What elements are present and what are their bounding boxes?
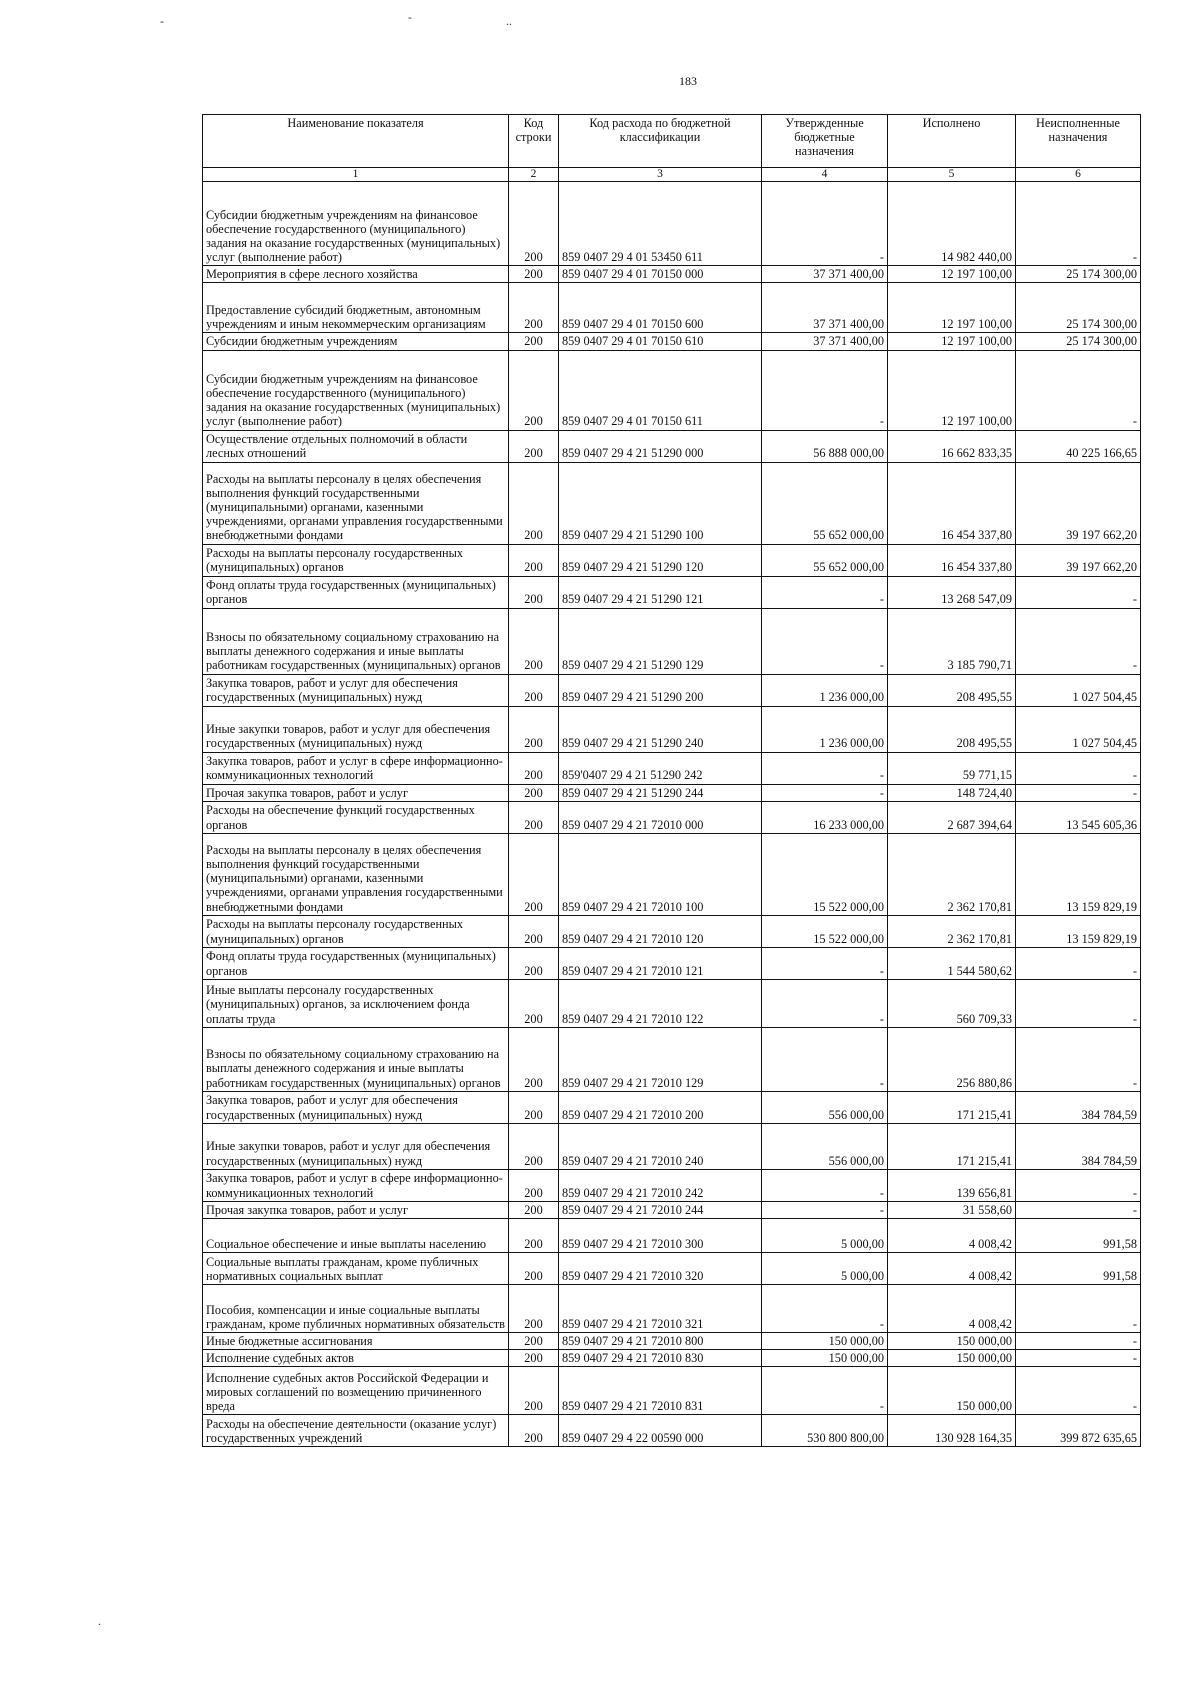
unexecuted-amount-cell: - xyxy=(1016,1201,1141,1218)
scan-speck: - xyxy=(408,10,412,24)
budget-class-code-cell: 859 0407 29 4 21 72010 300 xyxy=(559,1218,762,1252)
budget-class-code-cell: 859 0407 29 4 21 51290 120 xyxy=(559,544,762,576)
header-approved: Утвержденные бюджетные назначения xyxy=(762,115,888,168)
budget-class-code-cell: 859 0407 29 4 21 72010 122 xyxy=(559,979,762,1027)
budget-class-code-cell: 859 0407 29 4 21 51290 244 xyxy=(559,784,762,801)
unexecuted-amount-cell: - xyxy=(1016,947,1141,979)
unexecuted-amount-cell: 25 174 300,00 xyxy=(1016,266,1141,283)
executed-amount-cell: 1 544 580,62 xyxy=(888,947,1016,979)
executed-amount-cell: 2 687 394,64 xyxy=(888,801,1016,833)
line-code-cell: 200 xyxy=(509,833,559,915)
executed-amount-cell: 14 982 440,00 xyxy=(888,182,1016,266)
budget-class-code-cell: 859 0407 29 4 21 72010 200 xyxy=(559,1091,762,1123)
unexecuted-amount-cell: - xyxy=(1016,1169,1141,1201)
indicator-name-cell: Субсидии бюджетным учреждениям на финансовое обеспечение государственного (муниципального) задания на оказание государственных (муниципальных) услуг (выполнение работ) xyxy=(203,182,509,266)
column-number: 6 xyxy=(1016,168,1141,182)
budget-class-code-cell: 859 0407 29 4 21 51290 000 xyxy=(559,430,762,462)
unexecuted-amount-cell: - xyxy=(1016,1284,1141,1332)
line-code-cell: 200 xyxy=(509,1091,559,1123)
approved-amount-cell: 556 000,00 xyxy=(762,1123,888,1169)
column-number: 5 xyxy=(888,168,1016,182)
line-code-cell: 200 xyxy=(509,1349,559,1366)
line-code-cell: 200 xyxy=(509,915,559,947)
unexecuted-amount-cell: 1 027 504,45 xyxy=(1016,706,1141,752)
budget-class-code-cell: 859 0407 29 4 01 70150 611 xyxy=(559,350,762,430)
indicator-name-cell: Взносы по обязательному социальному страхованию на выплаты денежного содержания и иные выплаты работникам государственных (муниципальных) органов xyxy=(203,1027,509,1091)
unexecuted-amount-cell: 25 174 300,00 xyxy=(1016,283,1141,333)
approved-amount-cell: - xyxy=(762,576,888,608)
table-row xyxy=(203,1169,1141,1201)
unexecuted-amount-cell: - xyxy=(1016,608,1141,674)
budget-class-code-cell: 859 0407 29 4 22 00590 000 xyxy=(559,1415,762,1447)
executed-amount-cell: 16 454 337,80 xyxy=(888,544,1016,576)
executed-amount-cell: 12 197 100,00 xyxy=(888,333,1016,350)
table-row xyxy=(203,1284,1141,1332)
executed-amount-cell: 59 771,15 xyxy=(888,752,1016,784)
line-code-cell: 200 xyxy=(509,266,559,283)
table-row xyxy=(203,350,1141,430)
indicator-name-cell: Субсидии бюджетным учреждениям xyxy=(203,333,509,350)
unexecuted-amount-cell: 384 784,59 xyxy=(1016,1123,1141,1169)
table-row xyxy=(203,947,1141,979)
approved-amount-cell: 150 000,00 xyxy=(762,1349,888,1366)
approved-amount-cell: 37 371 400,00 xyxy=(762,283,888,333)
approved-amount-cell: - xyxy=(762,947,888,979)
line-code-cell: 200 xyxy=(509,1367,559,1415)
line-code-cell: 200 xyxy=(509,1284,559,1332)
line-code-cell: 200 xyxy=(509,576,559,608)
indicator-name-cell: Социальное обеспечение и иные выплаты населению xyxy=(203,1218,509,1252)
budget-class-code-cell: 859 0407 29 4 21 72010 000 xyxy=(559,801,762,833)
approved-amount-cell: 16 233 000,00 xyxy=(762,801,888,833)
budget-class-code-cell: 859 0407 29 4 21 51290 100 xyxy=(559,462,762,544)
executed-amount-cell: 150 000,00 xyxy=(888,1349,1016,1366)
executed-amount-cell: 560 709,33 xyxy=(888,979,1016,1027)
header-executed: Исполнено xyxy=(888,115,1016,168)
indicator-name-cell: Взносы по обязательному социальному страхованию на выплаты денежного содержания и иные выплаты работникам государственных (муниципальных) органов xyxy=(203,608,509,674)
unexecuted-amount-cell: 25 174 300,00 xyxy=(1016,333,1141,350)
executed-amount-cell: 130 928 164,35 xyxy=(888,1415,1016,1447)
budget-class-code-cell: 859 0407 29 4 01 70150 610 xyxy=(559,333,762,350)
unexecuted-amount-cell: 39 197 662,20 xyxy=(1016,544,1141,576)
table-row xyxy=(203,1367,1141,1415)
budget-class-code-cell: 859 0407 29 4 21 72010 320 xyxy=(559,1252,762,1284)
indicator-name-cell: Исполнение судебных актов xyxy=(203,1349,509,1366)
approved-amount-cell: 5 000,00 xyxy=(762,1218,888,1252)
indicator-name-cell: Мероприятия в сфере лесного хозяйства xyxy=(203,266,509,283)
approved-amount-cell: 5 000,00 xyxy=(762,1252,888,1284)
table-body xyxy=(203,182,1141,1447)
page-number: 183 xyxy=(679,74,697,88)
column-number: 4 xyxy=(762,168,888,182)
table-row xyxy=(203,801,1141,833)
executed-amount-cell: 256 880,86 xyxy=(888,1027,1016,1091)
indicator-name-cell: Иные бюджетные ассигнования xyxy=(203,1332,509,1349)
approved-amount-cell: 56 888 000,00 xyxy=(762,430,888,462)
column-number: 2 xyxy=(509,168,559,182)
table-row xyxy=(203,674,1141,706)
line-code-cell: 200 xyxy=(509,1415,559,1447)
indicator-name-cell: Расходы на выплаты персоналу государственных (муниципальных) органов xyxy=(203,544,509,576)
table-row xyxy=(203,833,1141,915)
table-row xyxy=(203,182,1141,266)
budget-class-code-cell: 859 0407 29 4 01 53450 611 xyxy=(559,182,762,266)
executed-amount-cell: 148 724,40 xyxy=(888,784,1016,801)
executed-amount-cell: 171 215,41 xyxy=(888,1091,1016,1123)
unexecuted-amount-cell: - xyxy=(1016,784,1141,801)
approved-amount-cell: - xyxy=(762,784,888,801)
table-row xyxy=(203,706,1141,752)
indicator-name-cell: Предоставление субсидий бюджетным, автономным учреждениям и иным некоммерческим организациям xyxy=(203,283,509,333)
approved-amount-cell: - xyxy=(762,182,888,266)
line-code-cell: 200 xyxy=(509,752,559,784)
executed-amount-cell: 12 197 100,00 xyxy=(888,350,1016,430)
line-code-cell: 200 xyxy=(509,1169,559,1201)
indicator-name-cell: Фонд оплаты труда государственных (муниципальных) органов xyxy=(203,947,509,979)
approved-amount-cell: 1 236 000,00 xyxy=(762,674,888,706)
table-row xyxy=(203,608,1141,674)
unexecuted-amount-cell: - xyxy=(1016,1367,1141,1415)
unexecuted-amount-cell: 384 784,59 xyxy=(1016,1091,1141,1123)
indicator-name-cell: Закупка товаров, работ и услуг в сфере информационно-коммуникационных технологий xyxy=(203,752,509,784)
table-row xyxy=(203,1201,1141,1218)
approved-amount-cell: 556 000,00 xyxy=(762,1091,888,1123)
line-code-cell: 200 xyxy=(509,1218,559,1252)
indicator-name-cell: Расходы на обеспечение функций государственных органов xyxy=(203,801,509,833)
unexecuted-amount-cell: 40 225 166,65 xyxy=(1016,430,1141,462)
indicator-name-cell: Прочая закупка товаров, работ и услуг xyxy=(203,1201,509,1218)
indicator-name-cell: Расходы на обеспечение деятельности (оказание услуг) государственных учреждений xyxy=(203,1415,509,1447)
indicator-name-cell: Расходы на выплаты персоналу в целях обеспечения выполнения функций государственными (муниципальными) органами, казенными учреждениями, органами управления государственными внебюджетными фондами xyxy=(203,833,509,915)
approved-amount-cell: - xyxy=(762,1201,888,1218)
line-code-cell: 200 xyxy=(509,1252,559,1284)
budget-class-code-cell: 859 0407 29 4 21 51290 121 xyxy=(559,576,762,608)
unexecuted-amount-cell: 39 197 662,20 xyxy=(1016,462,1141,544)
table-row xyxy=(203,1332,1141,1349)
budget-class-code-cell: 859 0407 29 4 01 70150 000 xyxy=(559,266,762,283)
unexecuted-amount-cell: - xyxy=(1016,350,1141,430)
indicator-name-cell: Социальные выплаты гражданам, кроме публичных нормативных социальных выплат xyxy=(203,1252,509,1284)
table-row xyxy=(203,1415,1141,1447)
approved-amount-cell: 37 371 400,00 xyxy=(762,266,888,283)
indicator-name-cell: Иные выплаты персоналу государственных (муниципальных) органов, за исключением фонда оплаты труда xyxy=(203,979,509,1027)
table-row xyxy=(203,283,1141,333)
executed-amount-cell: 150 000,00 xyxy=(888,1332,1016,1349)
table-row xyxy=(203,915,1141,947)
approved-amount-cell: 530 800 800,00 xyxy=(762,1415,888,1447)
unexecuted-amount-cell: - xyxy=(1016,979,1141,1027)
indicator-name-cell: Иные закупки товаров, работ и услуг для обеспечения государственных (муниципальных) нужд xyxy=(203,706,509,752)
approved-amount-cell: 1 236 000,00 xyxy=(762,706,888,752)
budget-class-code-cell: 859'0407 29 4 21 51290 242 xyxy=(559,752,762,784)
line-code-cell: 200 xyxy=(509,1332,559,1349)
budget-class-code-cell: 859 0407 29 4 21 72010 100 xyxy=(559,833,762,915)
unexecuted-amount-cell: 13 545 605,36 xyxy=(1016,801,1141,833)
approved-amount-cell: - xyxy=(762,608,888,674)
column-number: 1 xyxy=(203,168,509,182)
unexecuted-amount-cell: - xyxy=(1016,1349,1141,1366)
scan-speck: - xyxy=(160,14,164,28)
table-row xyxy=(203,266,1141,283)
header-row xyxy=(203,115,1141,168)
indicator-name-cell: Закупка товаров, работ и услуг для обеспечения государственных (муниципальных) нужд xyxy=(203,674,509,706)
budget-class-code-cell: 859 0407 29 4 21 72010 121 xyxy=(559,947,762,979)
approved-amount-cell: - xyxy=(762,752,888,784)
line-code-cell: 200 xyxy=(509,784,559,801)
unexecuted-amount-cell: 1 027 504,45 xyxy=(1016,674,1141,706)
executed-amount-cell: 12 197 100,00 xyxy=(888,266,1016,283)
table-row xyxy=(203,1252,1141,1284)
indicator-name-cell: Расходы на выплаты персоналу государственных (муниципальных) органов xyxy=(203,915,509,947)
indicator-name-cell: Субсидии бюджетным учреждениям на финансовое обеспечение государственного (муниципального) задания на оказание государственных (муниципальных) услуг (выполнение работ) xyxy=(203,350,509,430)
approved-amount-cell: 37 371 400,00 xyxy=(762,333,888,350)
line-code-cell: 200 xyxy=(509,462,559,544)
approved-amount-cell: - xyxy=(762,1027,888,1091)
executed-amount-cell: 4 008,42 xyxy=(888,1252,1016,1284)
executed-amount-cell: 2 362 170,81 xyxy=(888,833,1016,915)
line-code-cell: 200 xyxy=(509,801,559,833)
indicator-name-cell: Прочая закупка товаров, работ и услуг xyxy=(203,784,509,801)
indicator-name-cell: Фонд оплаты труда государственных (муниципальных) органов xyxy=(203,576,509,608)
executed-amount-cell: 208 495,55 xyxy=(888,706,1016,752)
table-row xyxy=(203,979,1141,1027)
executed-amount-cell: 16 454 337,80 xyxy=(888,462,1016,544)
indicator-name-cell: Расходы на выплаты персоналу в целях обеспечения выполнения функций государственными (муниципальными) органами, казенными учреждениями, органами управления государственными внебюджетными фондами xyxy=(203,462,509,544)
budget-class-code-cell: 859 0407 29 4 21 72010 321 xyxy=(559,1284,762,1332)
header-indicator-name: Наименование показателя xyxy=(203,115,509,168)
table-row xyxy=(203,1123,1141,1169)
line-code-cell: 200 xyxy=(509,430,559,462)
executed-amount-cell: 31 558,60 xyxy=(888,1201,1016,1218)
executed-amount-cell: 171 215,41 xyxy=(888,1123,1016,1169)
line-code-cell: 200 xyxy=(509,979,559,1027)
budget-class-code-cell: 859 0407 29 4 21 72010 120 xyxy=(559,915,762,947)
approved-amount-cell: - xyxy=(762,1284,888,1332)
budget-class-code-cell: 859 0407 29 4 21 51290 240 xyxy=(559,706,762,752)
unexecuted-amount-cell: - xyxy=(1016,1332,1141,1349)
line-code-cell: 200 xyxy=(509,544,559,576)
executed-amount-cell: 16 662 833,35 xyxy=(888,430,1016,462)
executed-amount-cell: 139 656,81 xyxy=(888,1169,1016,1201)
executed-amount-cell: 12 197 100,00 xyxy=(888,283,1016,333)
approved-amount-cell: 15 522 000,00 xyxy=(762,915,888,947)
unexecuted-amount-cell: - xyxy=(1016,1027,1141,1091)
column-number: 3 xyxy=(559,168,762,182)
table-row xyxy=(203,1218,1141,1252)
line-code-cell: 200 xyxy=(509,706,559,752)
table-row xyxy=(203,462,1141,544)
approved-amount-cell: 150 000,00 xyxy=(762,1332,888,1349)
table-row xyxy=(203,544,1141,576)
table-row xyxy=(203,430,1141,462)
table-row xyxy=(203,752,1141,784)
indicator-name-cell: Закупка товаров, работ и услуг для обеспечения государственных (муниципальных) нужд xyxy=(203,1091,509,1123)
line-code-cell: 200 xyxy=(509,182,559,266)
executed-amount-cell: 4 008,42 xyxy=(888,1284,1016,1332)
table-row xyxy=(203,1027,1141,1091)
executed-amount-cell: 208 495,55 xyxy=(888,674,1016,706)
table-row xyxy=(203,333,1141,350)
executed-amount-cell: 2 362 170,81 xyxy=(888,915,1016,947)
unexecuted-amount-cell: - xyxy=(1016,576,1141,608)
scan-speck: . xyxy=(98,1614,101,1628)
line-code-cell: 200 xyxy=(509,947,559,979)
executed-amount-cell: 4 008,42 xyxy=(888,1218,1016,1252)
unexecuted-amount-cell: 13 159 829,19 xyxy=(1016,833,1141,915)
budget-class-code-cell: 859 0407 29 4 21 72010 800 xyxy=(559,1332,762,1349)
approved-amount-cell: - xyxy=(762,350,888,430)
indicator-name-cell: Осуществление отдельных полномочий в области лесных отношений xyxy=(203,430,509,462)
header-unexecuted: Неисполненные назначения xyxy=(1016,115,1141,168)
approved-amount-cell: 55 652 000,00 xyxy=(762,544,888,576)
budget-class-code-cell: 859 0407 29 4 21 72010 242 xyxy=(559,1169,762,1201)
line-code-cell: 200 xyxy=(509,1123,559,1169)
budget-class-code-cell: 859 0407 29 4 21 72010 244 xyxy=(559,1201,762,1218)
indicator-name-cell: Закупка товаров, работ и услуг в сфере информационно-коммуникационных технологий xyxy=(203,1169,509,1201)
header-line-code: Код строки xyxy=(509,115,559,168)
unexecuted-amount-cell: 991,58 xyxy=(1016,1252,1141,1284)
executed-amount-cell: 150 000,00 xyxy=(888,1367,1016,1415)
indicator-name-cell: Иные закупки товаров, работ и услуг для обеспечения государственных (муниципальных) нужд xyxy=(203,1123,509,1169)
approved-amount-cell: - xyxy=(762,1367,888,1415)
budget-class-code-cell: 859 0407 29 4 21 51290 129 xyxy=(559,608,762,674)
approved-amount-cell: - xyxy=(762,979,888,1027)
table-row xyxy=(203,576,1141,608)
header-budget-class-code: Код расхода по бюджетной классификации xyxy=(559,115,762,168)
unexecuted-amount-cell: - xyxy=(1016,752,1141,784)
unexecuted-amount-cell: 991,58 xyxy=(1016,1218,1141,1252)
line-code-cell: 200 xyxy=(509,608,559,674)
column-number-row xyxy=(203,168,1141,182)
table-row xyxy=(203,1349,1141,1366)
approved-amount-cell: - xyxy=(762,1169,888,1201)
executed-amount-cell: 3 185 790,71 xyxy=(888,608,1016,674)
table-row xyxy=(203,1091,1141,1123)
table-row xyxy=(203,784,1141,801)
unexecuted-amount-cell: - xyxy=(1016,182,1141,266)
scan-speck: .. xyxy=(506,14,512,28)
line-code-cell: 200 xyxy=(509,674,559,706)
line-code-cell: 200 xyxy=(509,1027,559,1091)
line-code-cell: 200 xyxy=(509,1201,559,1218)
unexecuted-amount-cell: 13 159 829,19 xyxy=(1016,915,1141,947)
line-code-cell: 200 xyxy=(509,350,559,430)
indicator-name-cell: Исполнение судебных актов Российской Федерации и мировых соглашений по возмещению причиненного вреда xyxy=(203,1367,509,1415)
executed-amount-cell: 13 268 547,09 xyxy=(888,576,1016,608)
line-code-cell: 200 xyxy=(509,283,559,333)
budget-class-code-cell: 859 0407 29 4 21 72010 831 xyxy=(559,1367,762,1415)
budget-class-code-cell: 859 0407 29 4 21 72010 830 xyxy=(559,1349,762,1366)
indicator-name-cell: Пособия, компенсации и иные социальные выплаты гражданам, кроме публичных нормативных обязательств xyxy=(203,1284,509,1332)
budget-class-code-cell: 859 0407 29 4 21 51290 200 xyxy=(559,674,762,706)
budget-class-code-cell: 859 0407 29 4 21 72010 129 xyxy=(559,1027,762,1091)
budget-class-code-cell: 859 0407 29 4 21 72010 240 xyxy=(559,1123,762,1169)
line-code-cell: 200 xyxy=(509,333,559,350)
unexecuted-amount-cell: 399 872 635,65 xyxy=(1016,1415,1141,1447)
budget-class-code-cell: 859 0407 29 4 01 70150 600 xyxy=(559,283,762,333)
approved-amount-cell: 55 652 000,00 xyxy=(762,462,888,544)
approved-amount-cell: 15 522 000,00 xyxy=(762,833,888,915)
budget-execution-table xyxy=(202,114,1141,1447)
